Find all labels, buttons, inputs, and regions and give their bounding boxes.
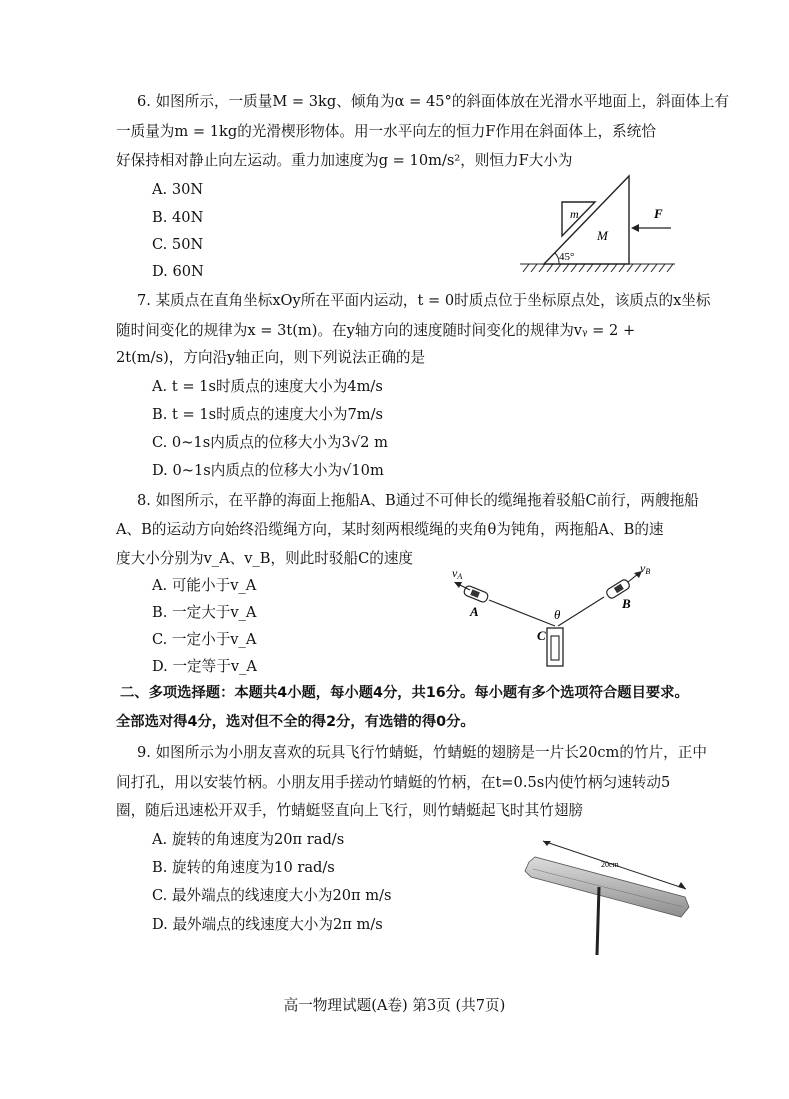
cable-a [489,600,555,626]
q7-option-a: A. t = 1s时质点的速度大小为4m/s [152,378,383,395]
label-M: M [597,228,608,243]
q6-option-b: B. 40N [152,209,204,226]
bamboo-handle [597,887,599,955]
label-m: m [570,207,579,221]
label-C: C [537,628,546,643]
q6-incline-figure [515,168,685,280]
q9-option-c: C. 最外端点的线速度大小为20π m/s [152,887,392,904]
q8-option-b: B. 一定大于v_A [152,604,257,621]
label-A: A [470,604,479,619]
q8-stem-line-1: 8. 如图所示，在平静的海面上拖船A、B通过不可伸长的缆绳拖着驳船C前行，两艘拖船 [137,492,699,509]
tugboat-a [463,585,489,603]
q9-bamboo-dragonfly-photo [521,827,701,957]
q6-option-c: C. 50N [152,236,204,253]
q9-stem-line-3: 圈，随后迅速松开双手，竹蜻蜓竖直向上飞行，则竹蜻蜓起飞时其竹翅膀 [116,802,584,819]
label-angle: 45° [559,251,575,263]
label-B: B [622,596,631,611]
label-theta: θ [554,607,561,622]
cable-b [558,597,604,626]
section2-heading-line-2: 全部选对得4分，选对但不全的得2分，有选错的得0分。 [116,714,475,730]
q9-option-d: D. 最外端点的线速度大小为2π m/s [152,916,383,933]
q7-stem-line-2: 随时间变化的规律为x = 3t(m)。在y轴方向的速度随时间变化的规律为vᵧ = 2 + [116,322,636,339]
length-label: 20cm [601,860,619,869]
q9-stem-line-2: 间打孔，用以安装竹柄。小朋友用手搓动竹蜻蜓的竹柄，在t=0.5s内使竹柄匀速转动5 [116,774,671,791]
q7-stem-line-3: 2t(m/s)，方向沿y轴正向，则下列说法正确的是 [116,349,426,366]
barge-c [547,628,563,666]
q7-option-b: B. t = 1s时质点的速度大小为7m/s [152,406,384,423]
q6-stem-line-2: 一质量为m = 1kg的光滑楔形物体。用一水平向左的恒力F作用在斜面体上，系统恰 [116,123,656,140]
q6-option-d: D. 60N [152,263,204,280]
q9-stem-line-1: 9. 如图所示为小朋友喜欢的玩具飞行竹蜻蜓，竹蜻蜓的翅膀是一片长20cm的竹片，正中 [137,744,707,761]
ground-hatching [520,264,675,272]
incline-block-M [544,176,629,264]
q6-option-a: A. 30N [152,181,204,198]
q7-option-c: C. 0~1s内质点的位移大小为3√2 m [152,434,388,451]
q8-stem-line-3: 度大小分别为v_A、v_B，则此时驳船C的速度 [116,550,414,567]
q8-tugboat-figure [444,556,694,674]
q8-option-d: D. 一定等于v_A [152,658,257,675]
q7-stem-line-1: 7. 某质点在直角坐标xOy所在平面内运动，t = 0时质点位于坐标原点处，该质点的x坐标 [137,292,711,309]
q8-option-a: A. 可能小于v_A [152,577,257,594]
force-arrowhead [631,224,639,232]
q7-option-d: D. 0~1s内质点的位移大小为√10m [152,462,384,479]
q9-option-b: B. 旋转的角速度为10 rad/s [152,859,335,876]
q8-stem-line-2: A、B的运动方向始终沿缆绳方向，某时刻两根缆绳的夹角θ为钝角，两拖船A、B的速 [116,521,664,538]
section2-heading-line-1: 二、多项选择题：本题共4小题，每小题4分，共16分。每小题有多个选项符合题目要求。 [120,685,689,701]
label-vB: vB [640,561,651,576]
label-vA: vA [452,566,463,581]
q6-stem-line-3: 好保持相对静止向左运动。重力加速度为g = 10m/s²，则恒力F大小为 [116,152,573,169]
label-F: F [654,206,663,221]
page-footer: 高一物理试题(A卷) 第3页 (共7页) [283,997,506,1014]
q6-stem-line-1: 6. 如图所示，一质量M = 3kg、倾角为α = 45°的斜面体放在光滑水平地面上，斜面体上有 [137,93,730,110]
q8-option-c: C. 一定小于v_A [152,631,257,648]
q9-option-a: A. 旋转的角速度为20π rad/s [152,831,345,848]
